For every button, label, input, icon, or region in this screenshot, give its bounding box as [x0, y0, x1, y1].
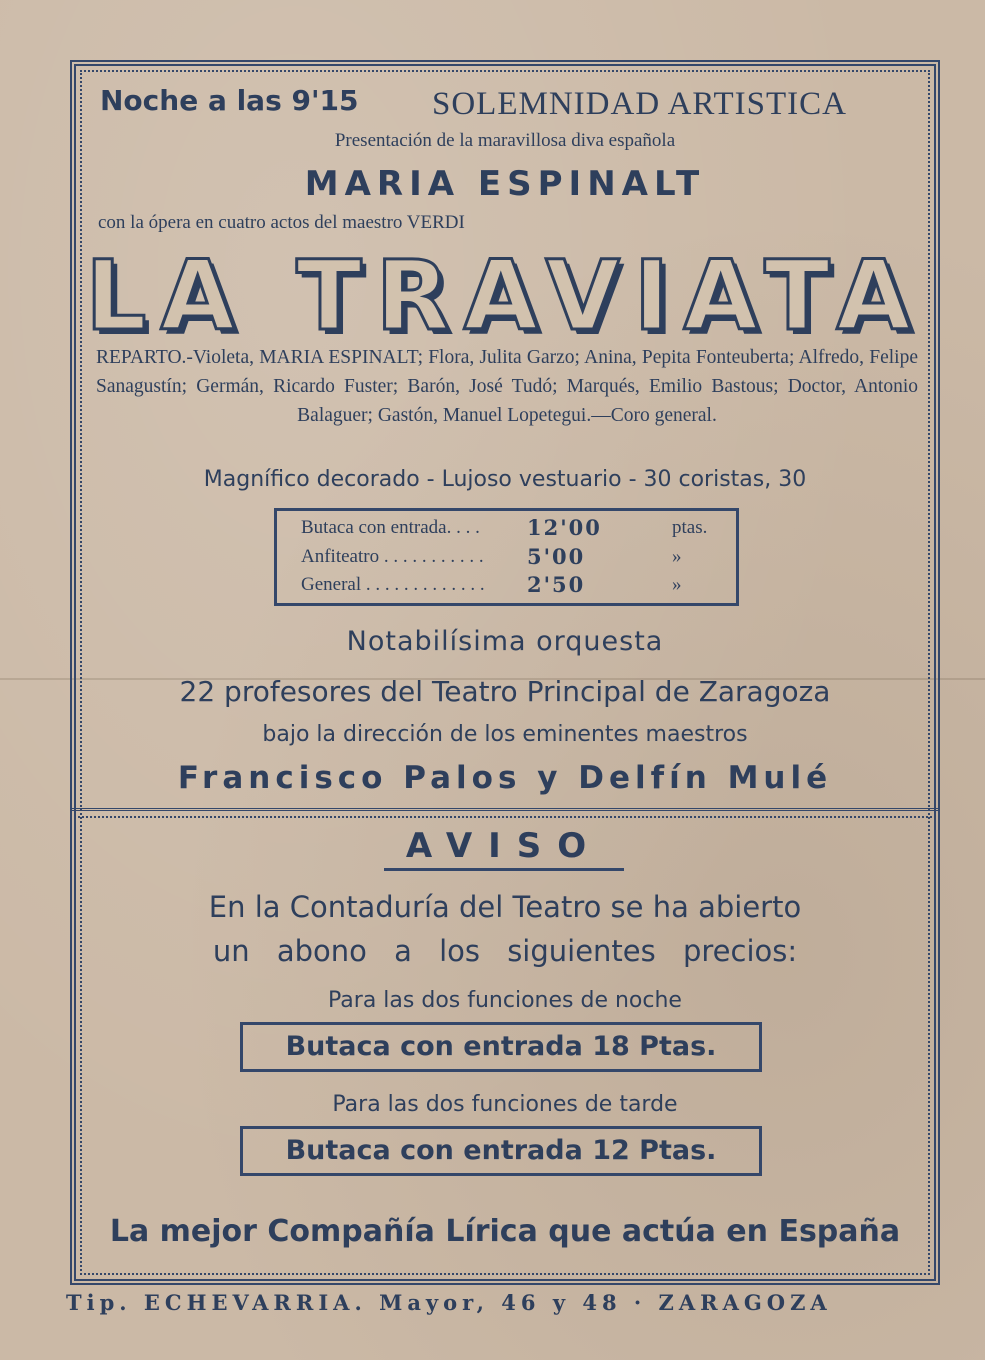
notice-line-2: un abono a los siguientes precios:	[212, 934, 798, 968]
night-label: Para las dos funciones de noche	[328, 988, 682, 1013]
opera-line: con la ópera en cuatro actos del maestro VERDI	[98, 212, 465, 233]
diva-name: MARIA ESPINALT	[304, 164, 706, 204]
price-value-anfiteatro: 5'00	[527, 544, 586, 569]
afternoon-price-box: Butaca con entrada 12 Ptas.	[240, 1126, 762, 1176]
price-unit-anfiteatro: »	[672, 546, 682, 567]
presentation-line: Presentación de la maravillosa diva española	[334, 130, 676, 151]
opera-title: LA TRAVIATA	[85, 240, 925, 352]
price-table	[274, 508, 739, 606]
night-price-box: Butaca con entrada 18 Ptas.	[240, 1022, 762, 1072]
price-value-butaca: 12'00	[527, 515, 602, 540]
show-time: Noche a las 9'15	[100, 84, 359, 117]
printer-credit: Tip. ECHEVARRIA. Mayor, 46 y 48 · ZARAGOZA	[66, 1290, 832, 1315]
cast-list: REPARTO.-Violeta, MARIA ESPINALT; Flora, Julita Garzo; Anina, Pepita Fonteuberta; Alfredo, Felipe Sanagustín; Germán, Ricardo Fuster; Barón, José Tudó; Marqués, Emilio Bastous; Doctor, Antonio Balaguer; Gastón, Manuel Lopetegui.—Coro general.	[96, 347, 918, 426]
notice-heading: AVISO	[384, 826, 624, 871]
section-divider	[70, 808, 940, 818]
price-unit-butaca: ptas.	[672, 517, 708, 538]
orchestra-heading: Notabilísima orquesta	[346, 626, 664, 657]
event-title: SOLEMNIDAD ARTISTICA	[432, 86, 847, 122]
conductors: Francisco Palos y Delfín Mulé	[177, 760, 833, 796]
price-label-general: General . . . . . . . . . . . . .	[301, 574, 485, 595]
orchestra-members: 22 profesores del Teatro Principal de Zaragoza	[179, 675, 831, 708]
company-slogan: La mejor Compañía Lírica que actúa en España	[109, 1214, 901, 1249]
production-line: Magnífico decorado - Lujoso vestuario - 30 coristas, 30	[203, 467, 807, 492]
notice-line-1: En la Contaduría del Teatro se ha abierto	[208, 890, 802, 924]
price-unit-general: »	[672, 574, 682, 595]
price-value-general: 2'50	[527, 572, 586, 597]
afternoon-label: Para las dos funciones de tarde	[332, 1092, 678, 1117]
price-label-butaca: Butaca con entrada. . . .	[301, 517, 480, 538]
price-label-anfiteatro: Anfiteatro . . . . . . . . . . .	[301, 546, 484, 567]
orchestra-direction: bajo la dirección de los eminentes maestros	[262, 722, 748, 747]
